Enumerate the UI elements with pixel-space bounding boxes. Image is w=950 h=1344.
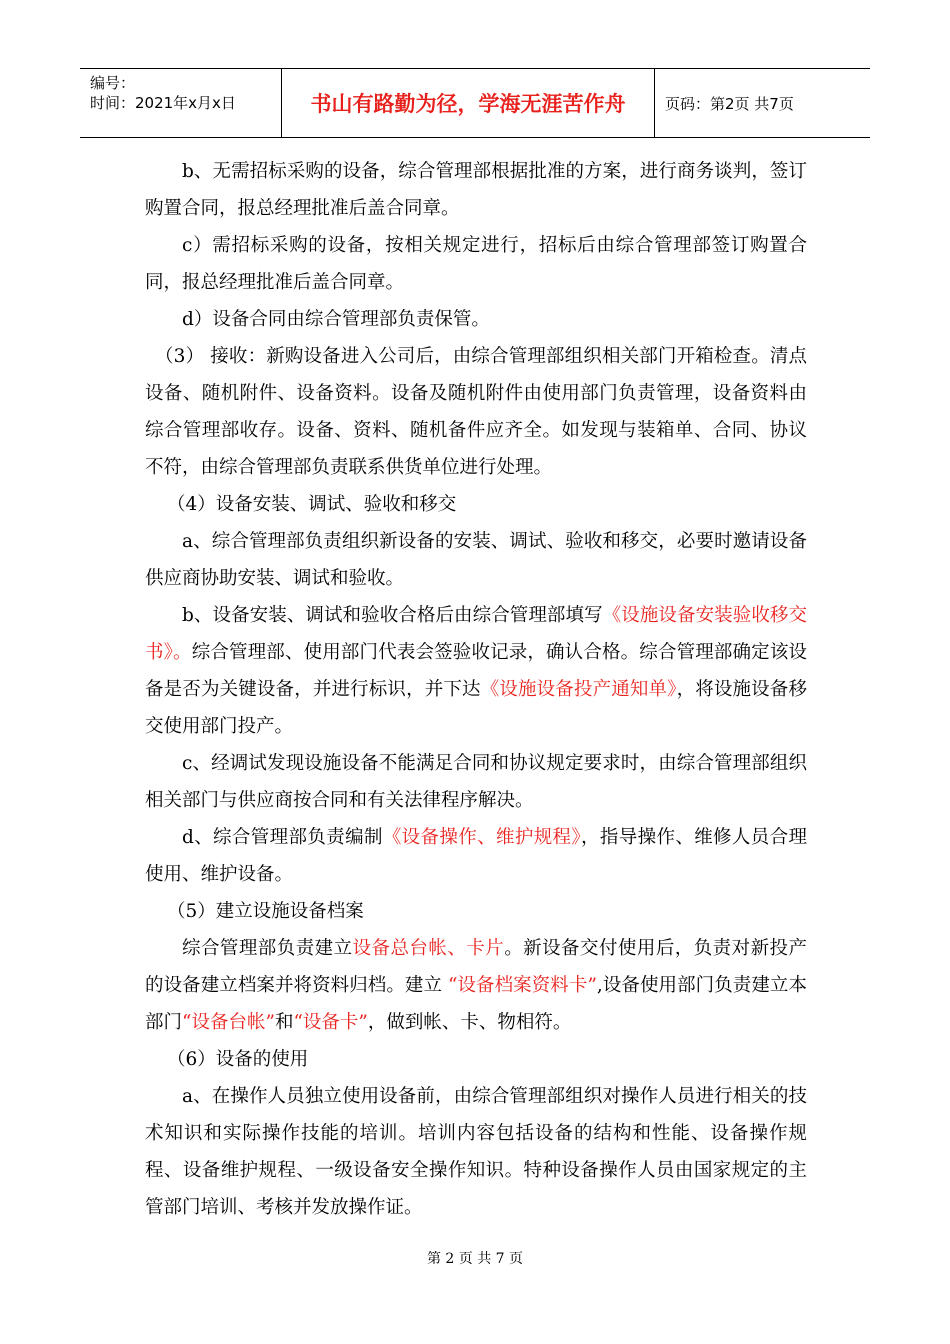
- paragraph-a-training: a、在操作人员独立使用设备前，由综合管理部组织对操作人员进行相关的技术知识和实际操作技能的培训。培训内容包括设备的结构和性能、设备操作规程、设备维护规程、一级设备安全操作知识。特种设备操作人员由国家规定的主管部门培训、考核并发放操作证。: [145, 1086, 807, 1218]
- form-reference-equipment-card: “设备卡”: [293, 1012, 368, 1033]
- paragraph-d-contract-custody: d）设备合同由综合管理部负责保管。: [182, 309, 490, 330]
- form-reference-production-notice: 《设施设备投产通知单》: [480, 679, 677, 700]
- form-reference-ledger: 设备总台帐、卡片: [352, 938, 505, 959]
- document-header: [80, 68, 870, 138]
- section-heading-usage: （6）设备的使用: [167, 1049, 309, 1070]
- form-reference-dept-ledger: “设备台帐”: [182, 1012, 275, 1033]
- paragraph-a-installation: a、综合管理部负责组织新设备的安装、调试、验收和移交，必要时邀请设备供应商协助安装、调试和验收。: [145, 531, 807, 589]
- text-run: 综合管理部、使用部门代表会签验收记录，确认合格。综合管理部确定该设备是否为关键设备，并进行标识，并下达: [145, 642, 807, 700]
- header-motto: 书山有路勤为径，学海无涯苦作舟: [282, 69, 655, 137]
- paragraph-c-dispute: c、经调试发现设施设备不能满足合同和协议规定要求时，由综合管理部组织相关部门与供应商按合同和有关法律程序解决。: [145, 753, 807, 811]
- paragraph-d-procedures: [145, 819, 807, 893]
- number-label: 编号：: [90, 74, 136, 92]
- text-run: ，将设施设备移交使用部门投产。: [145, 679, 807, 737]
- header-page-label: 页码：第2页 共7页: [665, 94, 794, 113]
- text-run: d、综合管理部负责编制: [182, 827, 383, 848]
- form-reference-archive-card: “设备档案资料卡”: [447, 975, 597, 996]
- document-body: [145, 153, 807, 1226]
- page-footer: 第 2 页 共 7 页: [426, 1251, 524, 1267]
- paragraph-b-acceptance: [145, 597, 807, 745]
- paragraph-b-no-tender: b、无需招标采购的设备，综合管理部根据批准的方案，进行商务谈判，签订购置合同，报总经理批准后盖合同章。: [145, 161, 807, 219]
- paragraph-receiving: （3） 接收：新购设备进入公司后，由综合管理部组织相关部门开箱检查。清点设备、随机附件、设备资料。设备及随机附件由使用部门负责管理，设备资料由综合管理部收存。设备、资料、随机备件应齐全。如发现与装箱单、合同、协议不符，由综合管理部负责联系供货单位进行处理。: [145, 346, 807, 478]
- section-heading-archive: （5）建立设施设备档案: [167, 901, 364, 922]
- time-label: 时间：2021年x月x日: [90, 94, 236, 112]
- text-run: ，做到帐、卡、物相符。: [367, 1012, 572, 1033]
- header-left-cell: [80, 69, 282, 137]
- text-run: ,设备使用部门负责建立本部门: [145, 975, 807, 1033]
- text-run: 。新设备交付使用后，负责对新投产的设备建立档案并将资料归档。建立: [145, 938, 807, 996]
- form-reference-acceptance: 《设施设备安装验收移交书》。: [145, 605, 807, 663]
- section-heading-installation: （4）设备安装、调试、验收和移交: [167, 494, 457, 515]
- text-run: 综合管理部负责建立: [182, 938, 353, 959]
- paragraph-archive: [145, 930, 807, 1041]
- text-run: 和: [274, 1012, 294, 1033]
- form-reference-operating-procedures: 《设备操作、维护规程》: [382, 827, 582, 848]
- paragraph-c-tender: c）需招标采购的设备，按相关规定进行，招标后由综合管理部签订购置合同，报总经理批准后盖合同章。: [145, 235, 807, 293]
- text-run: ，指导操作、维修人员合理使用、维护设备。: [145, 827, 807, 885]
- text-run: b、设备安装、调试和验收合格后由综合管理部填写: [182, 605, 603, 626]
